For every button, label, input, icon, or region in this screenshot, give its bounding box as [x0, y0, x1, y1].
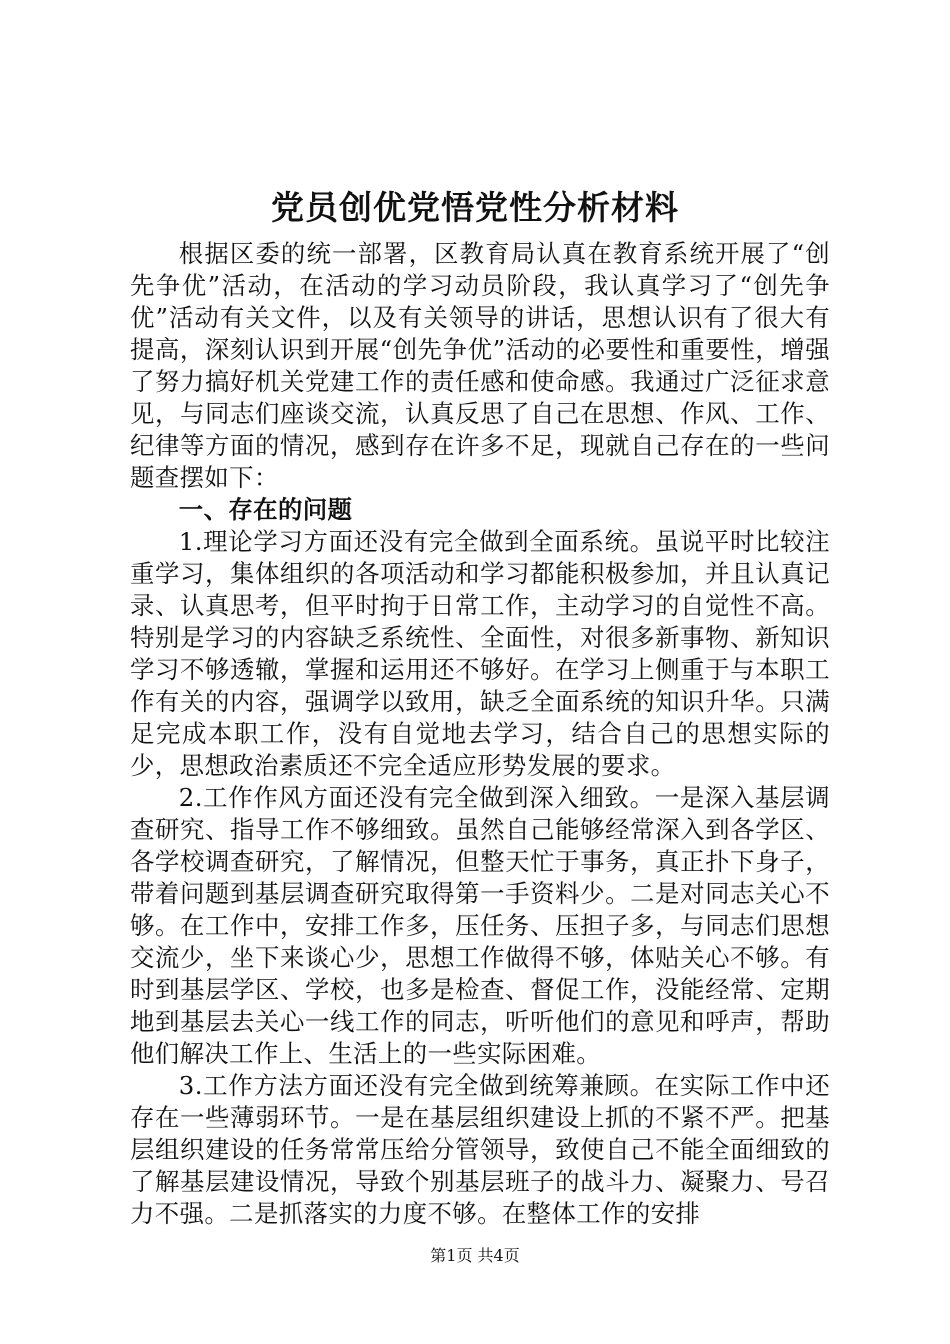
section-heading: 一、存在的问题: [178, 495, 353, 524]
document-title: 党员创优党悟党性分析材料: [271, 188, 679, 227]
intro-paragraph: 根据区委的统一部署，区教育局认真在教育系统开展了“创先争优”活动，在活动的学习动员阶段，我认真学习了“创先争优”活动有关文件，以及有关领导的讲话，思想认识有了很大有提高，深刻认识到开展“创先争优”活动的必要性和重要性，增强了努力搞好机关党建工作的责任感和使命感。我通过广泛征求意见，与同志们座谈交流，认真反思了自己在思想、作风、工作、纪律等方面的情况，感到存在许多不足，现就自己存在的一些问题查摆如下：: [130, 239, 830, 492]
document-body: [130, 238, 830, 1230]
list-item-work-style: 2.工作作风方面还没有完全做到深入细致。一是深入基层调查研究、指导工作不够细致。虽然自己能够经常深入到各学区、各学校调查研究，了解情况，但整天忙于事务，真正扑下身子，带着问题到基层调查研究取得第一手资料少。二是对同志关心不够。在工作中，安排工作多，压任务、压担子多，与同志们思想交流少，坐下来谈心少，思想工作做得不够，体贴关心不够。有时到基层学区、学校，也多是检查、督促工作，没能经常、定期地到基层去关心一线工作的同志，听听他们的意见和呼声，帮助他们解决工作上、生活上的一些实际困难。: [130, 783, 830, 1068]
page-footer: 第1页 共4页: [430, 1246, 520, 1265]
list-item-work-method: 3.工作方法方面还没有完全做到统筹兼顾。在实际工作中还存在一些薄弱环节。一是在基层组织建设上抓的不紧不严。把基层组织建设的任务常常压给分管领导，致使自己不能全面细致的了解基层建设情况，导致个别基层班子的战斗力、凝聚力、号召力不强。二是抓落实的力度不够。在整体工作的安排: [130, 1071, 830, 1228]
list-item-theory-study: 1.理论学习方面还没有完全做到全面系统。虽说平时比较注重学习，集体组织的各项活动和学习都能积极参加，并且认真记录、认真思考，但平时拘于日常工作，主动学习的自觉性不高。特别是学习的内容缺乏系统性、全面性，对很多新事物、新知识学习不够透辙，掌握和运用还不够好。在学习上侧重于与本职工作有关的内容，强调学以致用，缺乏全面系统的知识升华。只满足完成本职工作，没有自觉地去学习，结合自己的思想实际的少，思想政治素质还不完全适应形势发展的要求。: [130, 527, 830, 780]
